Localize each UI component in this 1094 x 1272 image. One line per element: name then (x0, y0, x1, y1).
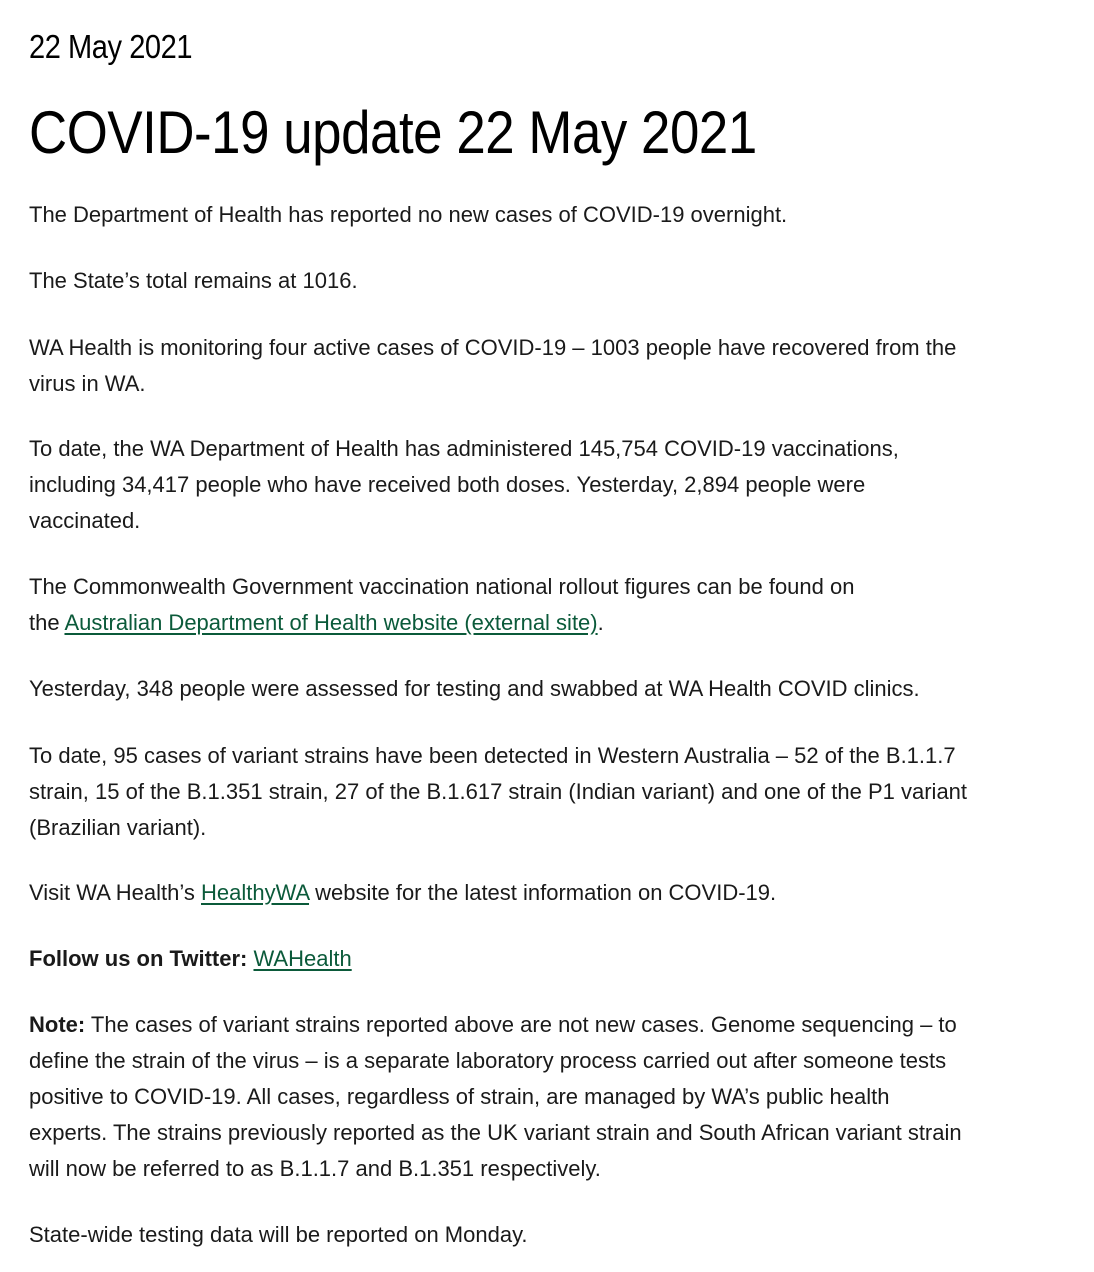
paragraph-line: The State’s total remains at 1016. (29, 268, 358, 293)
text-fragment: . (597, 610, 604, 635)
paragraph-line: experts. The strains previously reported as the UK variant strain and South African variant strain (29, 1120, 962, 1145)
paragraph-rollout-figures (29, 569, 854, 641)
paragraph-note (29, 1007, 962, 1187)
paragraph-line (29, 941, 352, 977)
paragraph-twitter (29, 941, 352, 977)
paragraph-line: will now be referred to as B.1.1.7 and B.1.351 respectively. (29, 1156, 601, 1181)
paragraph-no-new-cases (29, 197, 787, 233)
paragraph-line (29, 1007, 962, 1043)
paragraph-active-cases (29, 330, 956, 402)
text-fragment: website for the latest information on COVID-19. (309, 880, 777, 905)
paragraph-line: The Commonwealth Government vaccination national rollout figures can be found on (29, 574, 855, 599)
paragraph-line: (Brazilian variant). (29, 815, 207, 840)
paragraph-testing-data (29, 1217, 528, 1253)
australian-health-website-link[interactable]: Australian Department of Health website (external site) (64, 610, 598, 635)
paragraph-healthywa (29, 875, 776, 911)
paragraph-line: including 34,417 people who have received both doses. Yesterday, 2,894 people were (29, 472, 866, 497)
wahealth-twitter-link[interactable]: WAHealth (253, 946, 352, 971)
paragraph-vaccinations (29, 431, 899, 539)
healthywa-link[interactable]: HealthyWA (201, 880, 310, 905)
page-title: COVID-19 update 22 May 2021 (29, 99, 757, 166)
paragraph-line: positive to COVID-19. All cases, regardless of strain, are managed by WA’s public health (29, 1084, 890, 1109)
paragraph-line: To date, the WA Department of Health has administered 145,754 COVID-19 vaccinations, (29, 436, 899, 461)
paragraph-clinic-testing (29, 671, 920, 707)
twitter-label: Follow us on Twitter: (29, 946, 248, 971)
note-label: Note: (29, 1012, 86, 1037)
paragraph-line: strain, 15 of the B.1.351 strain, 27 of the B.1.617 strain (Indian variant) and one of the P1 variant (29, 779, 968, 804)
paragraph-variant-strains (29, 738, 967, 846)
paragraph-line: State-wide testing data will be reported on Monday. (29, 1222, 528, 1247)
paragraph-line: To date, 95 cases of variant strains have been detected in Western Australia – 52 of the B.1.1.7 (29, 743, 956, 768)
paragraph-line (29, 605, 854, 641)
paragraph-line: vaccinated. (29, 508, 141, 533)
paragraph-line: Yesterday, 348 people were assessed for testing and swabbed at WA Health COVID clinics. (29, 676, 920, 701)
paragraph-state-total (29, 263, 358, 299)
paragraph-line: define the strain of the virus – is a separate laboratory process carried out after someone tests (29, 1048, 947, 1073)
text-fragment: Visit WA Health’s (29, 880, 201, 905)
text-fragment: The cases of variant strains reported above are not new cases. Genome sequencing – to (85, 1012, 957, 1037)
paragraph-line (29, 875, 776, 911)
publish-date: 22 May 2021 (29, 28, 193, 65)
text-fragment: the (29, 610, 65, 635)
paragraph-line: WA Health is monitoring four active cases of COVID-19 – 1003 people have recovered from the (29, 335, 957, 360)
paragraph-line: virus in WA. (29, 371, 146, 396)
paragraph-line: The Department of Health has reported no new cases of COVID-19 overnight. (29, 202, 788, 227)
